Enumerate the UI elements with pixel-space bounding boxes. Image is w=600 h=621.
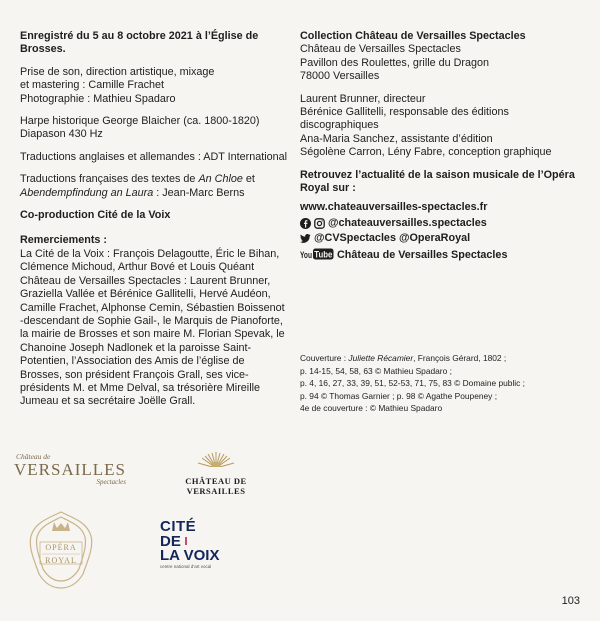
cite-logo-text3: LA VOIX [160, 547, 220, 564]
svg-text:You: You [300, 249, 313, 260]
youtube-icon [300, 248, 334, 264]
credit-line: p. 94 © Thomas Garnier ; p. 98 © Agathe Poupeney ; [300, 390, 498, 401]
cover-credit-title: Juliette Récamier [348, 353, 414, 363]
cover-credit-prefix: Couverture : [300, 353, 349, 363]
cvs-logo-big: VERSAILLES [14, 460, 126, 479]
opera-logo-text1: OPÉRA [45, 543, 77, 552]
social-twitter-handles: @CVSpectacles @OperaRoyal [314, 232, 471, 245]
thanks-title: Remerciements : [20, 234, 108, 247]
cvs-logo-small: Château de [16, 452, 51, 461]
credit-line: p. 14-15, 54, 58, 63 © Mathieu Spadaro ; [300, 365, 452, 376]
address-line: Pavillon des Roulettes, grille du Dragon [300, 56, 490, 69]
harp-info-line1: Harpe historique George Blaicher (ca. 1800-1820) [20, 115, 260, 128]
news-title: Retrouvez l’actualité de la saison musicale de l’Opéra Royal sur : [300, 168, 575, 195]
cvs-logo-sub: Spectacles [96, 478, 126, 486]
social-youtube-row[interactable] [300, 248, 590, 264]
cite-logo-text1: CITÉ [160, 518, 197, 535]
twitter-icon [300, 233, 311, 244]
chateau-logo-text: CHÂTEAU DE VERSAILLES [185, 476, 247, 496]
social-youtube-channel: Château de Versailles Spectacles [337, 249, 508, 262]
page-number: 103 [561, 595, 580, 607]
staff-line: Bérénice Gallitelli, responsable des éditions discographiques [300, 106, 509, 132]
translations-fr-suffix: : Jean-Marc Berns [153, 186, 245, 199]
sound-credit-line1: Prise de son, direction artistique, mixage [20, 65, 215, 78]
facebook-icon [300, 218, 311, 229]
cover-credit [300, 352, 590, 365]
credit-line: 4e de couverture : © Mathieu Spadaro [300, 403, 443, 414]
opera-royal-logo [24, 508, 98, 592]
translations-fr-title1: An Chloe [198, 173, 243, 186]
translations-en-de: Traductions anglaises et allemandes : ADT International [20, 150, 288, 163]
thanks-body: La Cité de la Voix : François Delagoutte, Éric le Bihan, Clémence Michoud, Arthur Bové et Louis Quéant Château de Versailles Spectacles : Laurent Brunner, Graziella Vallée et Bérénice Gallitelli, Hervé Audéon, Camille Frachet, Alphonse Cemin, Sébastien Boissenot -descendant de Sophie Gail-, le Marquis de Pianoforte, la mairie de Brosses et son maire M. Florian Spevak, le Chanoine Joseph Nadlonek et la paroisse Saint-Potentien, l’Association des Amis de l’église de Brosses, son président François Grall, ses vice-présidents M. et Mme Delval, sa trésorière Mireille Jumeau et sa secrétaire Joëlle Grall. [20, 247, 285, 408]
photo-credits [300, 352, 590, 415]
harp-info-line2: Diapason 430 Hz [20, 128, 103, 141]
website-link[interactable]: www.chateauversailles-spectacles.fr [300, 201, 488, 214]
address-line: Château de Versailles Spectacles [300, 43, 461, 56]
coproduction: Co-production Cité de la Voix [20, 209, 171, 222]
social-fb-ig-handle: @chateauversailles.spectacles [328, 216, 487, 229]
translations-fr-prefix: Traductions françaises des textes de [20, 173, 199, 186]
social-twitter-row[interactable] [300, 232, 590, 245]
cite-logo-sub: centre national d’art vocal [160, 564, 212, 569]
right-column [300, 30, 590, 264]
chateau-versailles-logo [160, 450, 272, 496]
cite-logo-badge [185, 537, 217, 545]
cite-de-la-voix-logo [160, 520, 240, 580]
photo-credit: Photographie : Mathieu Spadaro [20, 92, 176, 105]
cite-logo-text2: DE [160, 533, 181, 550]
recording-info: Enregistré du 5 au 8 octobre 2021 à l’Église de Brosses. [20, 30, 259, 56]
staff-line: Laurent Brunner, directeur [300, 92, 426, 105]
svg-text:Tube: Tube [314, 248, 333, 259]
cover-credit-rest: , François Gérard, 1802 ; [413, 353, 507, 363]
translations-fr-title2: Abendempfindung an Laura [20, 186, 154, 199]
instagram-icon [314, 218, 325, 229]
translations-fr-mid: et [242, 173, 255, 186]
cvs-logo [14, 452, 134, 490]
left-column [20, 30, 288, 409]
sound-credit-line2: et mastering : Camille Frachet [20, 79, 165, 92]
address-line: 78000 Versailles [300, 70, 380, 83]
staff-line: Ségolène Carron, Lény Fabre, conception graphique [300, 146, 552, 159]
translations-fr [20, 173, 288, 200]
collection-title: Collection Château de Versailles Spectacles [300, 30, 526, 42]
credit-line: p. 4, 16, 27, 33, 39, 51, 52-53, 71, 75, 83 © Domaine public ; [300, 378, 526, 389]
sun-emblem-icon [194, 450, 238, 470]
opera-logo-text2: ROYAL [45, 556, 77, 565]
social-fb-ig-row[interactable] [300, 217, 590, 230]
staff-line: Ana-Maria Sanchez, assistante d’édition [300, 132, 493, 145]
